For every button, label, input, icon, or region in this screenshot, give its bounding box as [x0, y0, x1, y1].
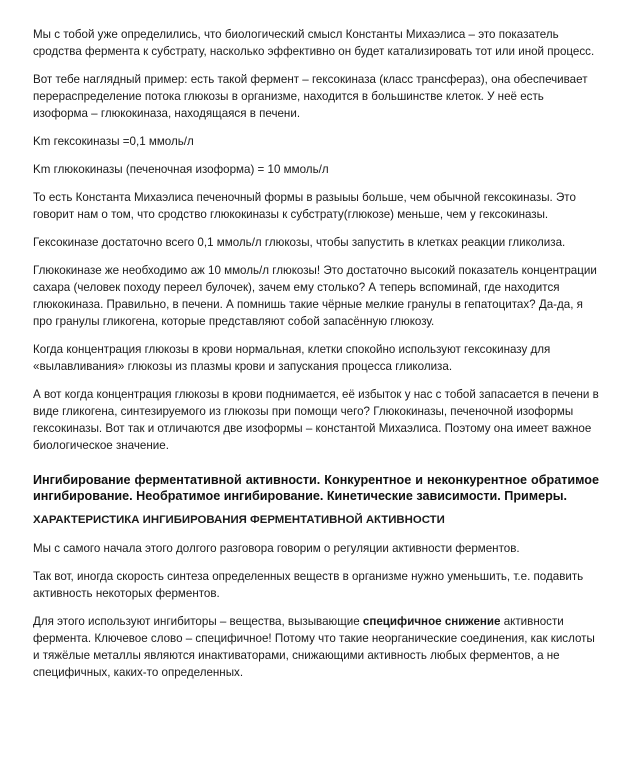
section-heading: Ингибирование ферментативной активности. Конкурентное и неконкурентное обратимое ингибирование. Необратимое ингибирование. Кинетические зависимости. Примеры.	[33, 473, 599, 503]
paragraph-km-hexokinase: Km гексокиназы =0,1 ммоль/л	[33, 135, 194, 148]
paragraph-suppression: Так вот, иногда скорость синтеза определенных веществ в организме нужно уменьшить, т.е. подавить активность некоторых ферментов.	[33, 570, 584, 600]
paragraph-km-comparison: То есть Константа Михаэлиса печеночный формы в разыыы больше, чем обычной гексокиназы. Это говорит нам о том, что сродство глюкокиназы к субстрату(глюкозе) меньше, чем у гексокиназы.	[33, 191, 576, 221]
subheading: ХАРАКТЕРИСТИКА ИНГИБИРОВАНИЯ ФЕРМЕНТАТИВНОЙ АКТИВНОСТИ	[33, 514, 445, 526]
paragraph-high-glucose: А вот когда концентрация глюкозы в крови поднимается, её избыток у нас с тобой запасается в печени в виде гликогена, синтезируемого из глюкозы при помощи чего? Глюкокиназы, печеночной изоформы гексокиназы. Вот так и отличаются две изоформы – константой Михаэлиса. Поэтому она имеет важное биологическое значение.	[33, 388, 599, 452]
inhibitors-text-end: активности фермента. Ключевое слово – специфичное! Потому что такие неорганические соединения, как кислоты и тяжёлые металлы являются инактиваторами, снижающими активность любых ферментов, а не специфичных, каких-то определенных.	[33, 615, 595, 679]
paragraph-regulation: Мы с самого начала этого долгого разговора говорим о регуляции активности ферментов.	[33, 542, 520, 555]
document-page	[33, 26, 599, 692]
paragraph-normal-glucose: Когда концентрация глюкозы в крови нормальная, клетки спокойно используют гексокиназу для «вылавливания» глюкозы из плазмы крови и запускания процесса гликолиза.	[33, 343, 551, 373]
paragraph-michaelis-meaning: Мы с тобой уже определились, что биологический смысл Константы Михаэлиса – это показатель сродства фермента к субстрату, насколько эффективно он будет катализировать тот или иной процесс.	[33, 28, 595, 58]
paragraph-glucokinase-liver: Глюкокиназе же необходимо аж 10 ммоль/л глюкозы! Это достаточно высокий показатель концентрации сахара (человек походу переел булочек), зачем ему столько? А теперь вспоминай, где находится глюкокиназа. Правильно, в печени. А помнишь такие чёрные мелкие гранулы в гепатоцитах? Да-да, я про гранулы гликогена, которые представляют собой запасённую глюкозу.	[33, 264, 597, 328]
paragraph-hexokinase-glycolysis: Гексокиназе достаточно всего 0,1 ммоль/л глюкозы, чтобы запустить в клетках реакции гликолиза.	[33, 236, 566, 249]
inhibitors-text-start: Для этого используют ингибиторы – вещества, вызывающие	[33, 615, 363, 628]
paragraph-hexokinase-example: Вот тебе наглядный пример: есть такой фермент – гексокиназа (класс трансфераз), она обеспечивает перераспределение потока глюкозы в организме, находится в большинстве клеток. У неё есть изоформа – глюкокиназа, находящаяся в печени.	[33, 73, 588, 120]
paragraph-km-glucokinase: Km глюкокиназы (печеночная изоформа) = 10 ммоль/л	[33, 163, 329, 176]
specific-decrease-bold: специфичное снижение	[362, 615, 501, 628]
paragraph-inhibitors	[33, 613, 599, 681]
